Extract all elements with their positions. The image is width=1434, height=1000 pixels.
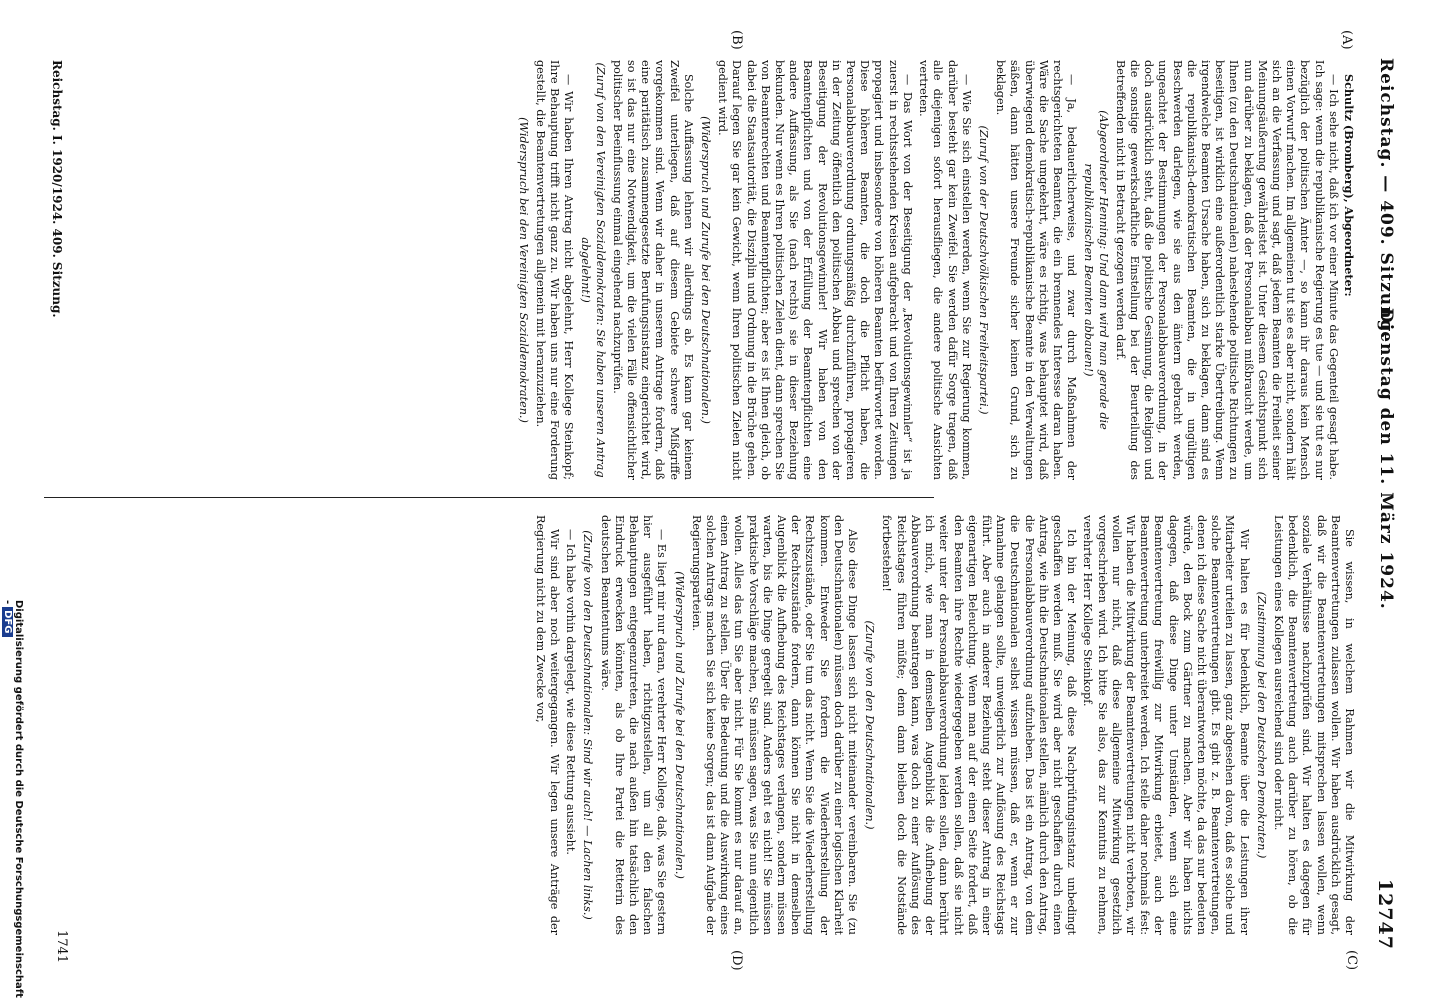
- credit-text: Digitalisierung gefördert durch die Deutsche Forschungsgemeinschaft -: [2, 600, 24, 998]
- dfg-logo: DFG: [2, 607, 13, 636]
- speaker-name: Schultz (Bromberg), Abgeordneter:: [1342, 74, 1356, 297]
- margin-marker-c: (C): [1344, 950, 1359, 971]
- column-divider: [44, 497, 934, 498]
- digitization-credit: [2, 600, 24, 1000]
- page-header: [1370, 58, 1396, 960]
- paragraph: — Das Wort von der Beseitigung der „Revolutionsgewinnler“ ist ja zuerst in rechtsstehenden Kreisen aufgebracht und von Ihren Zeitungen propagiert und insbesondere von höheren Beamten befürwortet worden. Diese höheren Beamten, die doch die Pflicht haben, die Personalabbauverordnung ordnungsmäßig durchzuführen, propagieren in der Zeitung öffentlich den politischen Abbau und sprechen von der Beseitigung der Revolutionsgewinnler! Wir haben von den Beamtenpflichten und von der Erfüllung der Beamtenpflichten eine andere Auffassung, als Sie (nach rechts) sie in dieser Beziehung bekunden. Nur wenn es Ihren politischen Zielen dient, dann sprechen Sie von Beamtenrechten und Beamtenpflichten; aber es ist Ihnen gleich, ob dabei die Staatsautorität, die Disziplin und Ordnung in die Brüche gehen. Darauf legen Sie gar kein Gewicht, wenn Ihren politischen Zielen nicht gedient wird.: [716, 60, 914, 480]
- header-page-number: 12747: [1374, 878, 1396, 950]
- interjection: (Widerspruch bei den Vereinigten Sozialdemokraten.): [516, 117, 530, 423]
- paragraph: — Ich habe vorhin dargelegt, wie diese Rettung aussieht.: [564, 529, 578, 855]
- paragraph: — Wir haben Ihren Antrag nicht abgelehnt, Herr Kollege Steinkopf; Ihre Behauptung trifft nicht ganz zu. Wir haben uns nur eine Forderung gestellt, die Beamtenvertretungen allgemein mit heranzuziehen.: [533, 60, 576, 480]
- interjection: (Zustimmung bei den Deutschen Demokraten.): [1254, 591, 1268, 859]
- footer-page-number: 1741: [54, 930, 69, 964]
- paragraph: Wir sind aber noch weitergegangen. Wir legen unsere Anträge der Regierung nicht zu dem Zwecke vor,: [533, 515, 562, 935]
- interjection: (Zuruf von der Deutschvölkischen Freiheitspartei.): [976, 125, 990, 415]
- margin-marker-b: (B): [729, 30, 744, 50]
- header-date: Dienstag den 11. März 1924.: [1376, 308, 1396, 610]
- interjection: (Zurufe von den Deutschnationalen: Sind wir auch! — Lachen links.): [581, 530, 595, 920]
- interjection: (Zuruf von den Vereinigten Sozialdemokraten: Sie haben unseren Antrag abgelehnt!): [579, 62, 607, 478]
- margin-marker-d: (D): [729, 950, 744, 971]
- page-footer: Reichstag. I. 1920/1924. 409. Sitzung.: [50, 60, 64, 318]
- paragraph: Also diese Dinge lassen sich nicht miteinander vereinbaren. Sie (zu den Deutschnationalen) müssen doch darüber zu einer logischen Klarheit kommen. Entweder Sie fordern die Wiederherstellung der Rechtszustände, oder Sie tun das nicht. Wenn Sie die Wiederherstellung der Rechtszustände fordern, dann können Sie nicht in demselben Augenblick die Aufhebung des Reichstages verlangen, sondern müssen warten, bis die Dinge geregelt sind. Anders geht es nicht! Sie müssen praktische Vorschläge machen, Sie müssen sagen, was Sie nun eigentlich wollen. Alles das tun Sie aber nicht. Für Sie kommt es nur darauf an, einen Antrag zu stellen. Über die Bedeutung und die Auswirkung eines solchen Antrags machen Sie sich keine Sorgen; das ist dann Aufgabe der Regierungsparteien.: [689, 515, 860, 935]
- interjection: (Widerspruch und Zurufe bei den Deutschnationalen.): [672, 571, 686, 879]
- left-column: [512, 60, 1356, 480]
- paragraph: — Ich sehe nicht, daß ich vor einer Minute das Gegenteil gesagt habe. Ich sage: wenn die republikanische Regierung es tue — und sie tut es nur bezüglich der politischen Ämter —, so kann ihr daraus kein Mensch einen Vorwurf machen. Im allgemeinen tut sie es aber nicht, sondern hält sich an die Verfassung und sagt, daß jedem Beamten die Freiheit seiner Meinungsäußerung gewährleistet ist. Unter diesem Gesichtspunkt sich nun darüber zu beklagen, daß der Personalabbau mißbraucht werde, um Ihnen (zu den Deutschnationalen) nahestehende politische Richtungen zu beseitigen, ist wirklich eine außerordentlich starke Übertreibung. Wenn irgendwelche Beamten Ursache haben, sich zu beklagen, dann sind es die republikanisch-demokratischen Beamten, die in ungültigen Beschwerden darlegen, wie sie aus den ämtern gebracht werden, ungeachtet der Bestimmungen der Personalabbauverordnung, in der doch ausdrücklich steht, daß die politische Gesinnung, die Religion und die sonstige gewerkschaftliche Einstellung bei der Beurteilung des Betreffenden nicht in Betracht gezogen werden darf.: [1113, 60, 1340, 480]
- paragraph: Ich bin der Meinung, daß diese Nachprüfungsinstanz unbedingt geschaffen werden muß. Sie wird aber nicht geschaffen durch einen Antrag, wie ihn die Deutschnationalen stellen, nämlich durch den Antrag, die Personalabbauverordnung aufzuheben. Das ist ein Antrag, von dem die Deutschnationalen selbst wissen müssen, daß er, wenn er zur Annahme gelangen sollte, unweigerlich zur Auflösung des Reichstags führt. Aber auch in anderer Beziehung steht dieser Antrag in einer eigenartigen Beleuchtung. Wenn man auf der einen Seite fordert, daß den Beamten ihre Rechte wiedergegeben werden sollen, daß sie nicht weiter unter der Personalabbauverordnung leiden sollen, dann berührt ich mich, wie man in demselben Augenblick die Aufhebung der Abbauverordnung beantragen kann, was doch zu einer Auflösung des Reichstages führen müßte; denn dann bleiben doch die Notstände fortbestehen!: [880, 515, 1079, 935]
- margin-marker-a: (A): [1339, 30, 1354, 50]
- paragraph: Solche Auffassung lehnen wir allerdings ab. Es kann gar keinem Zweifel unterliegen, daß auf diesem Gebiete schwere Mißgriffe vorgekommen sind. Wenn wir daher in unserem Antrage fordern, daß eine paritätisch zusammengesetzte Berufungsinstanz eingerichtet wird, so ist das nur eine Notwendigkeit, um die vielen Fälle offensichtlicher politischer Beeinflussung einmal eingehend nachzuprüfen.: [610, 60, 695, 480]
- interjection: (Abgeordneter Henning: Und dann wird man gerade die republikanischen Beamten abbauen!): [1082, 110, 1110, 430]
- paragraph: — Wie Sie sich einstellen werden, wenn Sie zur Regierung kommen, darüber besteht gar kein Zweifel. Sie werden dafür Sorge tragen, daß alle diejenigen sofort herausfliegen, die andere politische Ansichten vertreten.: [917, 60, 973, 480]
- interjection: (Zurufe von den Deutschnationalen.): [863, 620, 877, 830]
- interjection: (Widerspruch und Zurufe bei den Deutschnationalen.): [699, 116, 713, 424]
- paragraph: Sie wissen, in welchem Rahmen wir die Mitwirkung der Beamtenvertretungen zulassen wollen. Wir haben ausdrücklich gesagt, daß wir die Beamtenvertretungen mitsprechen lassen wollen, wenn soziale Verhältnisse nachzuprüfen sind. Wir halten es dagegen für bedenklich, die Beamtenvertretung auch darüber zu hören, ob die Leistungen eines Kollegen ausreichend sind oder nicht.: [1271, 515, 1356, 935]
- header-session: Reichstag. — 409. Sitzung.: [1376, 58, 1396, 340]
- right-column: [531, 515, 1356, 935]
- paragraph: — Es liegt mir nur daran, verehrter Herr Kollege, daß, was Sie gestern hier ausgeführt haben, richtigzustellen, um all den falschen Behauptungen entgegenzutreten, die nach außen hin tatsächlich den Eindruck erwecken könnten, als ob Ihre Partei die Retterin des deutschen Beamtentums wäre.: [598, 515, 669, 935]
- paragraph: — Ja, bedauerlicherweise, und zwar durch Maßnahmen der rechtsgerichteten Beamten, die ein brennendes Interesse daran haben. Wäre die Sache umgekehrt, wäre es richtig, was behauptet wird, daß überwiegend demokratisch-republikanische Beamte in den Verwaltungen säßen, dann hätten unsere Freunde sicher keinen Grund, sich zu beklagen.: [994, 60, 1079, 480]
- paragraph: Wir halten es für bedenklich, Beamte über die Leistungen ihrer Mitarbeiter urteilen zu lassen, ganz abgesehen davon, daß es solche und solche Beamtenvertretungen gibt. Es gibt z. B. Beamtenvertretungen, denen ich diese Sache nicht überantworten möchte, da das nur bedeuten würde, den Bock zum Gärtner zu machen. Aber wir haben nichts dagegen, daß diese Dinge unter Umständen, wenn sich eine Beamtenvertretung freiwillig zur Mitwirkung erbietet, auch der Beamtenvertretung unterbreitet werden. Ich stelle daher nochmals fest: Wir haben die Mitwirkung der Beamtenvertretungen nicht verboten, wir wollen nur nicht, daß diese allgemeine Mitwirkung gesetzlich vorgeschrieben wird. Ich bitte Sie also, das zur Kenntnis zu nehmen, verehrter Herr Kollege Steinkopf.: [1081, 515, 1251, 935]
